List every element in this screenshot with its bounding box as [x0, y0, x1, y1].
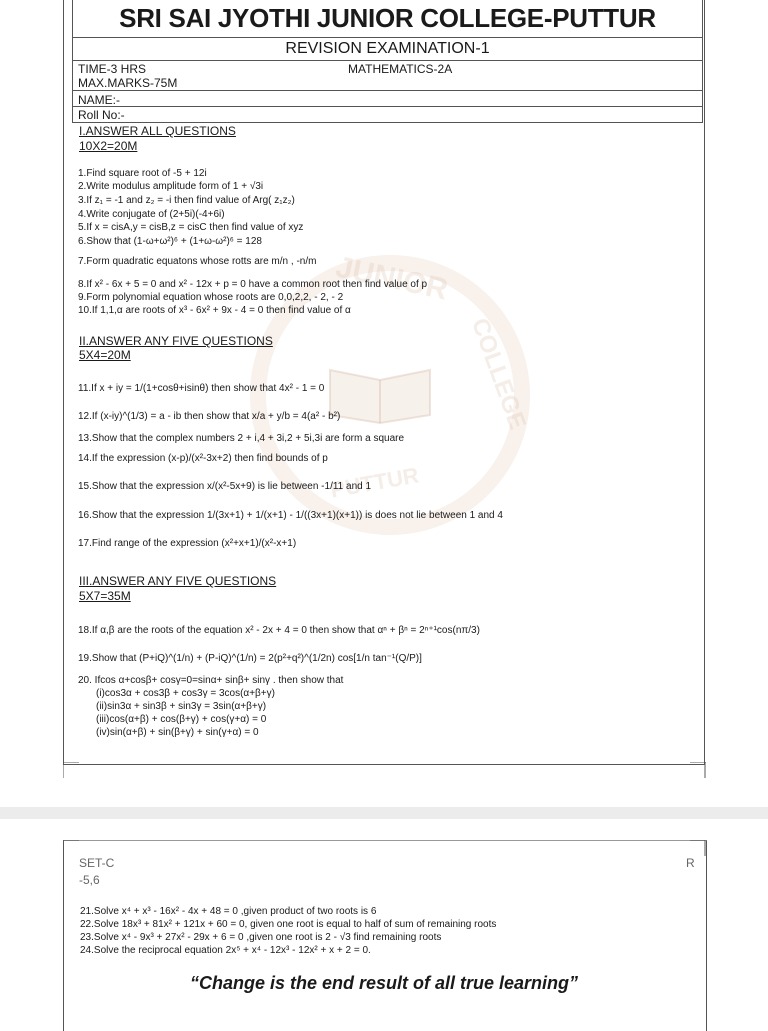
question-16: 16.Show that the expression 1/(3x+1) + 1/(x+1) - 1/((3x+1)(x+1)) is does not lie between 1 and 4: [78, 510, 503, 521]
question-1: 1.Find square root of -5 + 12i: [78, 168, 207, 179]
question-8: 8.If x² - 6x + 5 = 0 and x² - 12x + p = 0 have a common root then find value of p: [78, 279, 428, 290]
question-20-part-iv: (iv)sin(α+β) + sin(β+γ) + sin(γ+α) = 0: [96, 727, 259, 738]
question-4: 4.Write conjugate of (2+5i)(-4+6i): [78, 209, 225, 220]
crop-mark: [63, 762, 79, 778]
crop-mark: [690, 762, 706, 778]
question-19: 19.Show that (P+iQ)^(1/n) + (P-iQ)^(1/n) = 2(p²+q²)^(1/2n) cos[1/n tan⁻¹(Q/P)]: [78, 653, 422, 664]
question-9: 9.Form polynomial equation whose roots are 0,0,2,2, - 2, - 2: [78, 292, 344, 303]
r-mark: R: [686, 856, 695, 870]
question-3: 3.If z₁ = -1 and z₂ = -i then find value of Arg( z₁z₂): [78, 195, 295, 206]
exam-title: REVISION EXAMINATION-1: [72, 37, 703, 61]
divider: [72, 106, 703, 107]
question-20-part-i: (i)cos3α + cos3β + cos3γ = 3cos(α+β+γ): [96, 688, 275, 699]
question-22: 22.Solve 18x³ + 81x² + 121x + 60 = 0, given one root is equal to half of sum of remaining roots: [80, 919, 497, 930]
section1-marks: 10X2=20M: [79, 139, 138, 153]
section3-heading: III.ANSWER ANY FIVE QUESTIONS: [79, 574, 277, 588]
name-label: NAME:-: [78, 93, 120, 107]
question-5: 5.If x = cisA,y = cisB,z = cisC then find value of xyz: [78, 222, 304, 233]
question-21: 21.Solve x⁴ + x³ - 16x² - 4x + 48 = 0 ,given product of two roots is 6: [80, 906, 377, 917]
question-20: 20. Ifcos α+cosβ+ cosγ=0=sinα+ sinβ+ sinγ . then show that: [78, 675, 344, 686]
question-10: 10.If 1,1,α are roots of x³ - 6x² + 9x - 4 = 0 then find value of α: [78, 305, 351, 316]
section2-heading: II.ANSWER ANY FIVE QUESTIONS: [79, 334, 273, 348]
subject-label: MATHEMATICS-2A: [348, 62, 453, 76]
question-18: 18.If α,β are the roots of the equation x² - 2x + 4 = 0 then show that αⁿ + βⁿ = 2ⁿ⁺¹cos(nπ/3): [78, 625, 480, 636]
question-20-part-ii: (ii)sin3α + sin3β + sin3γ = 3sin(α+β+γ): [96, 701, 267, 712]
question-11: 11.If x + iy = 1/(1+cosθ+isinθ) then show that 4x² - 1 = 0: [78, 383, 325, 394]
section3-marks: 5X7=35M: [79, 589, 131, 603]
roll-label: Roll No:-: [78, 108, 125, 122]
crop-mark: [690, 840, 706, 856]
question-20-part-iii: (iii)cos(α+β) + cos(β+γ) + cos(γ+α) = 0: [96, 714, 267, 725]
question-23: 23.Solve x⁴ - 9x³ + 27x² - 29x + 6 = 0 ,given one root is 2 - √3 find remaining roots: [80, 932, 442, 943]
question-12: 12.If (x-iy)^(1/3) = a - ib then show that x/a + y/b = 4(a² - b²): [78, 411, 341, 422]
question-7: 7.Form quadratic equatons whose rotts are m/n , -n/m: [78, 256, 317, 267]
table-left-border: [72, 0, 73, 122]
set-label: SET-C: [79, 856, 115, 870]
question-13: 13.Show that the complex numbers 2 + i,4 + 3i,2 + 5i,3i are form a square: [78, 433, 405, 444]
time-label: TIME-3 HRS: [78, 62, 147, 76]
question-17: 17.Find range of the expression (x²+x+1)/(x²-x+1): [78, 538, 297, 549]
watermark-text-top: JUNIOR: [332, 250, 451, 307]
page-separator: [0, 807, 768, 819]
divider: [72, 122, 703, 123]
watermark-text-bottom: PUTTUR: [328, 462, 421, 503]
college-title: SRI SAI JYOTHI JUNIOR COLLEGE-PUTTUR: [72, 0, 703, 38]
book-icon: [325, 355, 435, 425]
motivational-quote: “Change is the end result of all true learning”: [189, 973, 579, 993]
question-2: 2.Write modulus amplitude form of 1 + √3i: [78, 181, 264, 192]
set-subtitle: -5,6: [79, 873, 100, 887]
max-marks-label: MAX.MARKS-75M: [78, 76, 178, 90]
watermark-text-side: COLLEGE: [465, 314, 532, 433]
question-14: 14.If the expression (x-p)/(x²-3x+2) then find bounds of p: [78, 453, 328, 464]
section2-marks: 5X4=20M: [79, 348, 131, 362]
crop-mark: [63, 840, 79, 856]
question-24: 24.Solve the reciprocal equation 2x⁵ + x⁴ - 12x³ - 12x² + x + 2 = 0.: [80, 945, 371, 956]
section1-heading: I.ANSWER ALL QUESTIONS: [79, 124, 236, 138]
question-6: 6.Show that (1-ω+ω²)⁶ + (1+ω-ω²)⁶ = 128: [78, 236, 262, 247]
question-15: 15.Show that the expression x/(x²-5x+9) is lie between -1/11 and 1: [78, 481, 372, 492]
table-right-border: [702, 0, 703, 122]
divider: [72, 90, 703, 91]
